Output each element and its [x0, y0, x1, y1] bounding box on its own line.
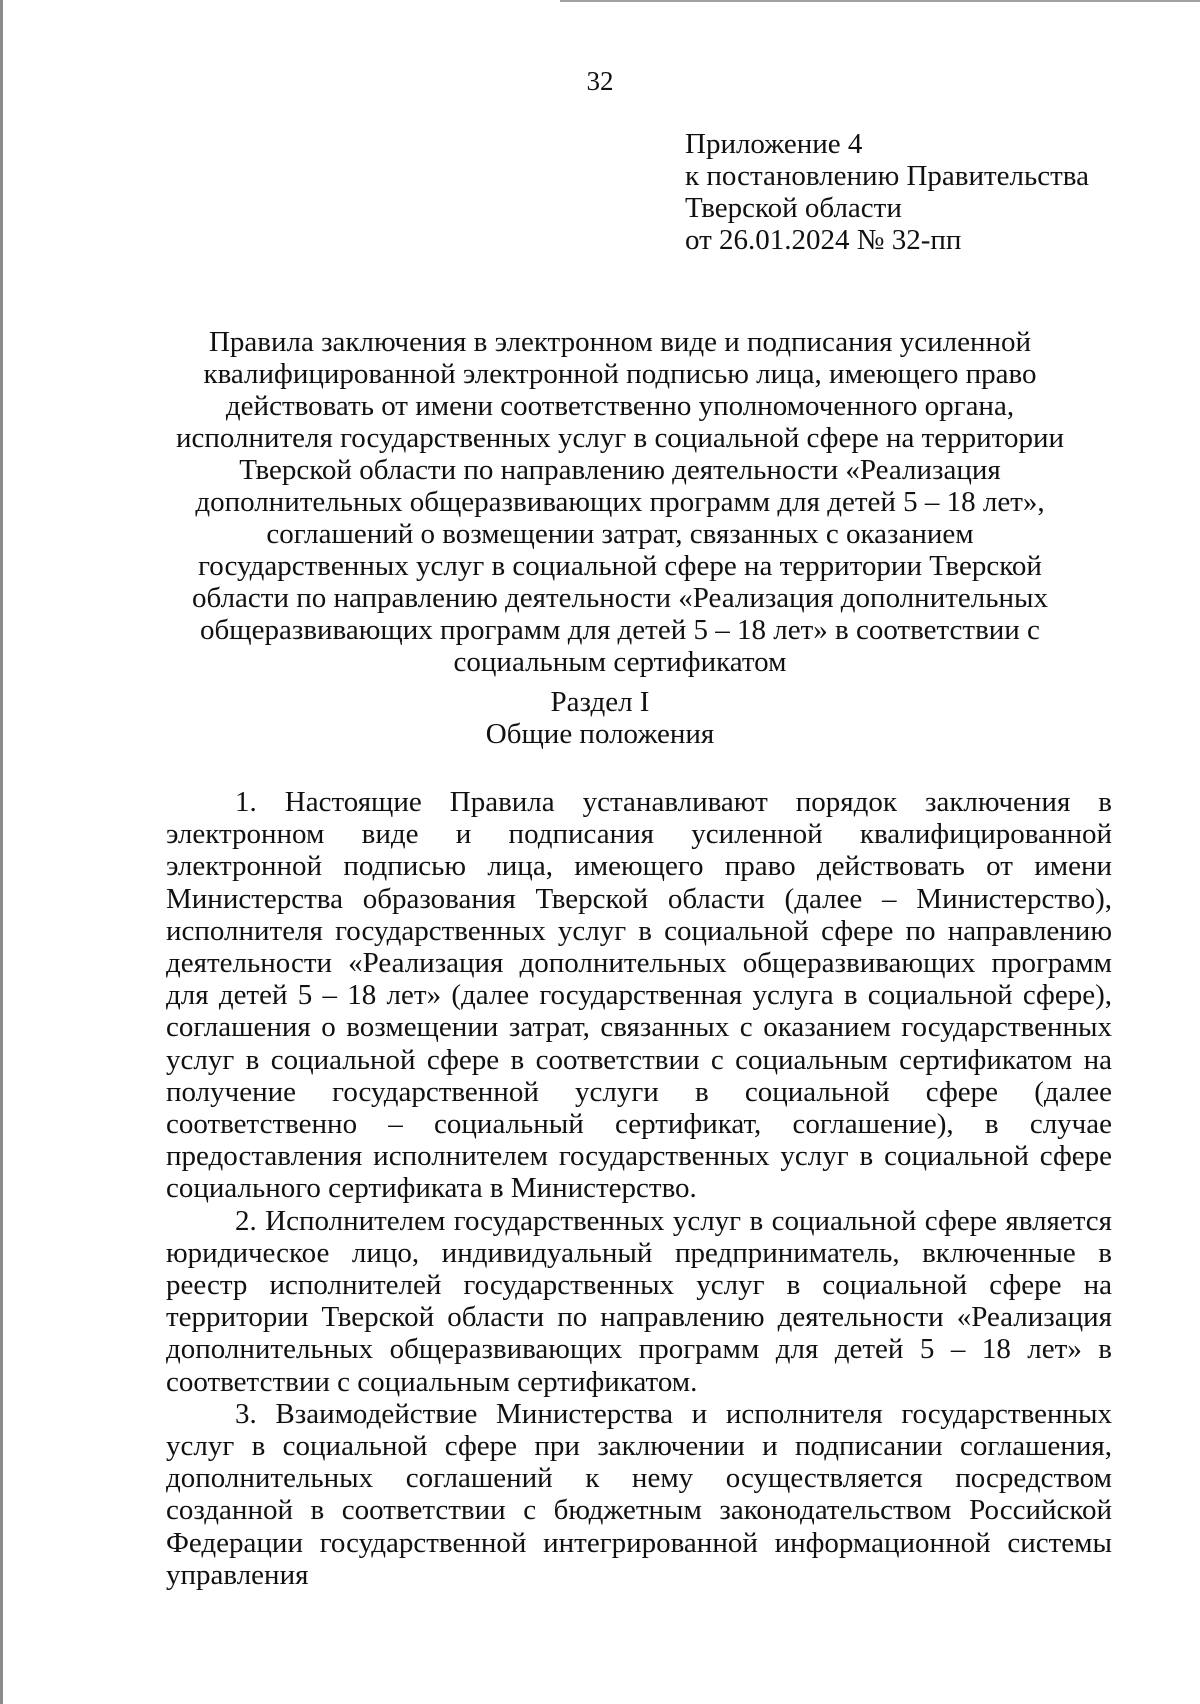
section-heading — [0, 686, 1200, 750]
scan-edge — [0, 0, 3, 1704]
paragraph: 2. Исполнителем государственных услуг в социальной сфере является юридическое лицо, индивидуальный предприниматель, включенные в реестр исполнителей государственных услуг в социальной сфере на территории Тверской области по направлению деятельности «Реализация дополнительных общеразвивающих программ для детей 5 – 18 лет» в соответствии с социальным сертификатом. — [166, 1204, 1112, 1398]
annex-line: от 26.01.2024 № 32-пп — [685, 224, 962, 256]
paragraph: 1. Настоящие Правила устанавливают порядок заключения в электронном виде и подписания усиленной квалифицированной электронной подписью лица, имеющего право действовать от имени Министерства образования Тверской области (далее – Министерство), исполнителя государственных услуг в социальной сфере по направлению деятельности «Реализация дополнительных общеразвивающих программ для детей 5 – 18 лет» (далее государственная услуга в социальной сфере), соглашения о возмещении затрат, связанных с оказанием государственных услуг в социальной сфере в соответствии с социальным сертификатом на получение государственной услуги в социальной сфере (далее соответственно – социальный сертификат, соглашение), в случае предоставления исполнителем государственных услуг в социальной сфере социального сертификата в Министерство. — [166, 786, 1112, 1205]
document-title: Правила заключения в электронном виде и подписания усиленной квалифицированной электронной подписью лица, имеющего право действовать от имени соответственно уполномоченного органа, исполнителя государственных услуг в социальной сфере на территории Тверской области по направлению деятельности «Реализация дополнительных общеразвивающих программ для детей 5 – 18 лет», соглашений о возмещении затрат, связанных с оказанием государственных услуг в социальной сфере на территории Тверской области по направлению деятельности «Реализация дополнительных общеразвивающих программ для детей 5 – 18 лет» в соответствии с социальным сертификатом — [175, 326, 1065, 678]
section-title: Общие положения — [485, 718, 715, 750]
paragraph: 3. Взаимодействие Министерства и исполнителя государственных услуг в социальной сфере при заключении и подписании соглашения, дополнительных соглашений к нему осуществляется посредством созданной в соответствии с бюджетным законодательством Российской Федерации государственной интегрированной информационной системы управления — [166, 1397, 1112, 1591]
annex-line: Тверской области — [685, 192, 902, 224]
annex-line: Приложение 4 — [685, 128, 863, 160]
section-number: Раздел I — [550, 686, 650, 718]
document-body — [166, 786, 1112, 1591]
annex-line: к постановлению Правительства — [685, 160, 1089, 192]
scan-artifact — [560, 0, 1200, 2]
annex-block — [685, 128, 1089, 256]
page-number: 32 — [586, 66, 614, 96]
